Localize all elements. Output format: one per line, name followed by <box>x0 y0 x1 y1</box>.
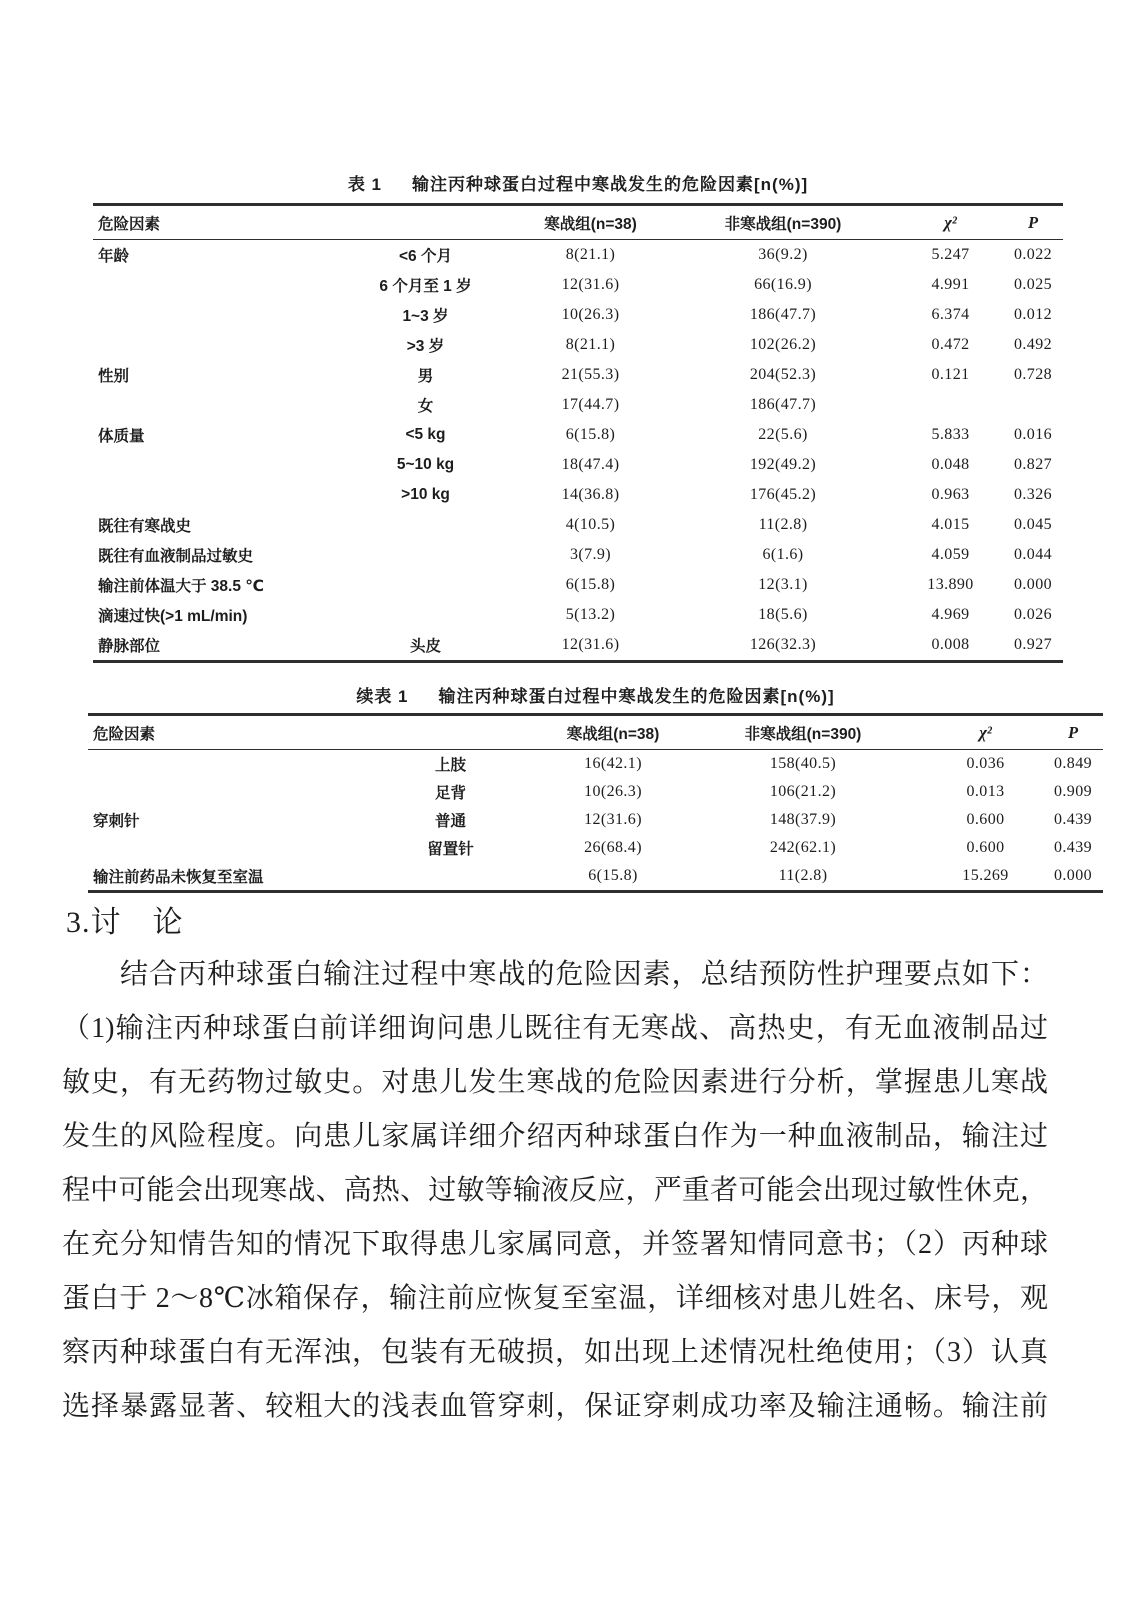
subcategory-cell: >10 kg <box>401 486 450 503</box>
table2 <box>88 713 1103 893</box>
chill-group-cell: 14(36.8) <box>561 486 620 503</box>
header-p-value: P <box>1067 722 1079 742</box>
chi-square-cell: 13.890 <box>927 576 974 593</box>
chi-square-cell: 0.472 <box>931 336 970 353</box>
p-value-cell: 0.827 <box>1014 456 1052 473</box>
paragraph-line: 敏史，有无药物过敏史。对患儿发生寒战的危险因素进行分析，掌握患儿寒战 <box>62 1067 1048 1098</box>
p-value-cell: 0.728 <box>1014 366 1052 383</box>
paragraph-line: （1)输注丙种球蛋白前详细询问患儿既往有无寒战、高热史，有无血液制品过 <box>62 1013 1048 1044</box>
table-row <box>93 390 1063 420</box>
p-value-cell: 0.045 <box>1014 516 1052 533</box>
non-chill-group-cell: 36(9.2) <box>758 246 808 263</box>
paragraph-line: 在充分知情告知的情况下取得患儿家属同意，并签署知情同意书；（2）丙种球 <box>62 1229 1048 1260</box>
subcategory-cell: 女 <box>417 398 434 415</box>
subcategory-cell: <5 kg <box>405 426 446 443</box>
chi-square-cell: 0.600 <box>966 839 1005 856</box>
chill-group-cell: 12(31.6) <box>561 276 620 293</box>
paragraph-line: 结合丙种球蛋白输注过程中寒战的危险因素，总结预防性护理要点如下： <box>62 959 1048 990</box>
chill-group-cell: 21(55.3) <box>561 366 620 383</box>
table-row <box>88 750 1103 778</box>
non-chill-group-cell: 204(52.3) <box>749 366 817 383</box>
table-row <box>93 540 1063 570</box>
table-row <box>88 778 1103 806</box>
subcategory-cell: 留置针 <box>427 841 474 858</box>
chi-square-cell: 0.600 <box>966 811 1005 828</box>
p-value-cell: 0.849 <box>1054 755 1092 772</box>
chi-square-cell: 4.969 <box>931 606 970 623</box>
subcategory-cell: 普通 <box>434 813 466 830</box>
p-value-cell: 0.025 <box>1014 276 1052 293</box>
non-chill-group-cell: 158(40.5) <box>769 755 837 772</box>
p-value-cell: 0.016 <box>1014 426 1052 443</box>
chill-group-cell: 6(15.8) <box>565 576 616 593</box>
paragraph-line: 蛋白于 2～8℃冰箱保存，输注前应恢复至室温，详细核对患儿姓名、床号，观 <box>62 1283 1048 1314</box>
chi-square-cell: 0.013 <box>966 783 1005 800</box>
paragraph-line: 发生的风险程度。向患儿家属详细介绍丙种球蛋白作为一种血液制品，输注过 <box>62 1121 1048 1152</box>
factor-cell: 既往有血液制品过敏史 <box>98 548 254 565</box>
factor-cell: 体质量 <box>98 428 145 445</box>
subcategory-cell: 足背 <box>434 785 466 802</box>
table-row <box>93 360 1063 390</box>
non-chill-group-cell: 176(45.2) <box>749 486 817 503</box>
table-row <box>93 420 1063 450</box>
chill-group-cell: 10(26.3) <box>584 783 642 800</box>
subcategory-cell: 5~10 kg <box>396 456 455 473</box>
chi-square-cell: 4.991 <box>931 276 970 293</box>
non-chill-group-cell: 242(62.1) <box>769 839 837 856</box>
header-factor: 危险因素 <box>93 725 156 743</box>
p-value-cell: 0.044 <box>1014 546 1052 563</box>
chill-group-cell: 17(44.7) <box>561 396 620 413</box>
table2-label: 续表 1 <box>356 687 409 706</box>
factor-cell: 性别 <box>98 368 130 385</box>
non-chill-group-cell: 66(16.9) <box>754 276 812 293</box>
non-chill-group-cell: 186(47.7) <box>749 306 817 323</box>
header-non-chill-group: 非寒战组(n=390) <box>724 215 842 233</box>
chill-group-cell: 8(21.1) <box>565 246 616 263</box>
table2-header-row <box>88 716 1103 750</box>
header-non-chill-group: 非寒战组(n=390) <box>744 725 862 743</box>
chi-square-cell: 4.059 <box>931 546 970 563</box>
table1 <box>93 203 1063 663</box>
p-value-cell: 0.026 <box>1014 606 1052 623</box>
table1-caption: 输注丙种球蛋白过程中寒战发生的危险因素[n(%)] <box>412 175 809 194</box>
p-value-cell: 0.000 <box>1054 867 1092 884</box>
factor-cell: 穿刺针 <box>93 813 140 830</box>
header-factor: 危险因素 <box>98 215 161 233</box>
non-chill-group-cell: 126(32.3) <box>749 636 817 653</box>
chi-square-cell: 6.374 <box>931 306 970 323</box>
non-chill-group-cell: 11(2.8) <box>758 516 808 533</box>
chill-group-cell: 16(42.1) <box>584 755 642 772</box>
table2-title <box>88 682 1103 707</box>
p-value-cell: 0.439 <box>1054 839 1092 856</box>
factor-cell: 滴速过快(>1 mL/min) <box>98 608 248 625</box>
non-chill-group-cell: 6(1.6) <box>762 546 804 563</box>
subcategory-cell: 头皮 <box>409 638 441 655</box>
table-row <box>93 330 1063 360</box>
paragraph-line: 选择暴露显著、较粗大的浅表血管穿刺，保证穿刺成功率及输注通畅。输注前 <box>62 1391 1048 1422</box>
table-row <box>88 862 1103 890</box>
table-row <box>93 570 1063 600</box>
table2-caption: 输注丙种球蛋白过程中寒战发生的危险因素[n(%)] <box>438 687 835 706</box>
table1-header-row <box>93 206 1063 240</box>
chill-group-cell: 6(15.8) <box>588 867 638 884</box>
table-row <box>93 450 1063 480</box>
table-row <box>93 300 1063 330</box>
chi-square-cell: 0.048 <box>931 456 970 473</box>
p-value-cell: 0.000 <box>1014 576 1052 593</box>
factor-cell: 静脉部位 <box>98 638 161 655</box>
chill-group-cell: 5(13.2) <box>565 606 616 623</box>
table-row <box>93 240 1063 270</box>
subcategory-cell: >3 岁 <box>406 338 445 355</box>
chill-group-cell: 26(68.4) <box>584 839 642 856</box>
p-value-cell: 0.439 <box>1054 811 1092 828</box>
chi-square-cell: 0.036 <box>966 755 1005 772</box>
non-chill-group-cell: 18(5.6) <box>758 606 808 623</box>
chill-group-cell: 8(21.1) <box>565 336 616 353</box>
chi-square-cell: 5.247 <box>931 246 970 263</box>
discussion-paragraph <box>62 948 1048 1434</box>
header-chi-square: χ² <box>979 722 992 742</box>
non-chill-group-cell: 106(21.2) <box>769 783 837 800</box>
chill-group-cell: 18(47.4) <box>561 456 620 473</box>
paragraph-line: 程中可能会出现寒战、高热、过敏等输液反应，严重者可能会出现过敏性休克， <box>62 1175 1048 1206</box>
non-chill-group-cell: 102(26.2) <box>749 336 817 353</box>
p-value-cell: 0.492 <box>1014 336 1052 353</box>
chi-square-cell: 0.008 <box>931 636 970 653</box>
chi-square-cell: 5.833 <box>931 426 970 443</box>
subcategory-cell: <6 个月 <box>399 248 452 265</box>
chill-group-cell: 10(26.3) <box>561 306 620 323</box>
non-chill-group-cell: 22(5.6) <box>758 426 808 443</box>
non-chill-group-cell: 192(49.2) <box>749 456 817 473</box>
chi-square-cell: 0.121 <box>931 366 970 383</box>
non-chill-group-cell: 148(37.9) <box>769 811 837 828</box>
subcategory-cell: 6 个月至 1 岁 <box>379 278 472 295</box>
table-row <box>88 834 1103 862</box>
subcategory-cell: 上肢 <box>434 757 466 774</box>
p-value-cell: 0.927 <box>1014 636 1052 653</box>
table-row <box>93 480 1063 510</box>
chill-group-cell: 4(10.5) <box>565 516 616 533</box>
factor-cell: 既往有寒战史 <box>98 518 192 535</box>
table1-title <box>93 170 1063 195</box>
paragraph-line: 察丙种球蛋白有无浑浊，包装有无破损，如出现上述情况杜绝使用；（3）认真 <box>62 1337 1048 1368</box>
section-heading-discussion: 3.讨 论 <box>66 906 184 939</box>
p-value-cell: 0.326 <box>1014 486 1052 503</box>
chi-square-cell: 0.963 <box>931 486 970 503</box>
p-value-cell: 0.909 <box>1054 783 1092 800</box>
p-value-cell: 0.022 <box>1014 246 1052 263</box>
non-chill-group-cell: 11(2.8) <box>778 867 828 884</box>
header-chi-square: χ² <box>944 212 957 232</box>
table-row <box>93 630 1063 660</box>
p-value-cell: 0.012 <box>1014 306 1052 323</box>
table-row <box>93 510 1063 540</box>
table-row <box>88 806 1103 834</box>
table-row <box>93 270 1063 300</box>
table-row <box>93 600 1063 630</box>
chill-group-cell: 6(15.8) <box>565 426 616 443</box>
non-chill-group-cell: 12(3.1) <box>758 576 808 593</box>
chi-square-cell: 15.269 <box>962 867 1009 884</box>
header-p-value: P <box>1027 212 1039 232</box>
factor-cell: 输注前体温大于 38.5 ℃ <box>98 578 265 595</box>
chi-square-cell: 4.015 <box>931 516 970 533</box>
non-chill-group-cell: 186(47.7) <box>749 396 817 413</box>
table1-label: 表 1 <box>347 175 383 194</box>
factor-cell: 年龄 <box>98 248 130 265</box>
factor-cell: 输注前药品未恢复至室温 <box>93 869 264 886</box>
subcategory-cell: 男 <box>417 368 434 385</box>
subcategory-cell: 1~3 岁 <box>402 308 449 325</box>
chill-group-cell: 12(31.6) <box>561 636 620 653</box>
chill-group-cell: 3(7.9) <box>569 546 612 563</box>
header-chill-group: 寒战组(n=38) <box>566 725 660 743</box>
chill-group-cell: 12(31.6) <box>584 811 642 828</box>
header-chill-group: 寒战组(n=38) <box>544 215 637 233</box>
